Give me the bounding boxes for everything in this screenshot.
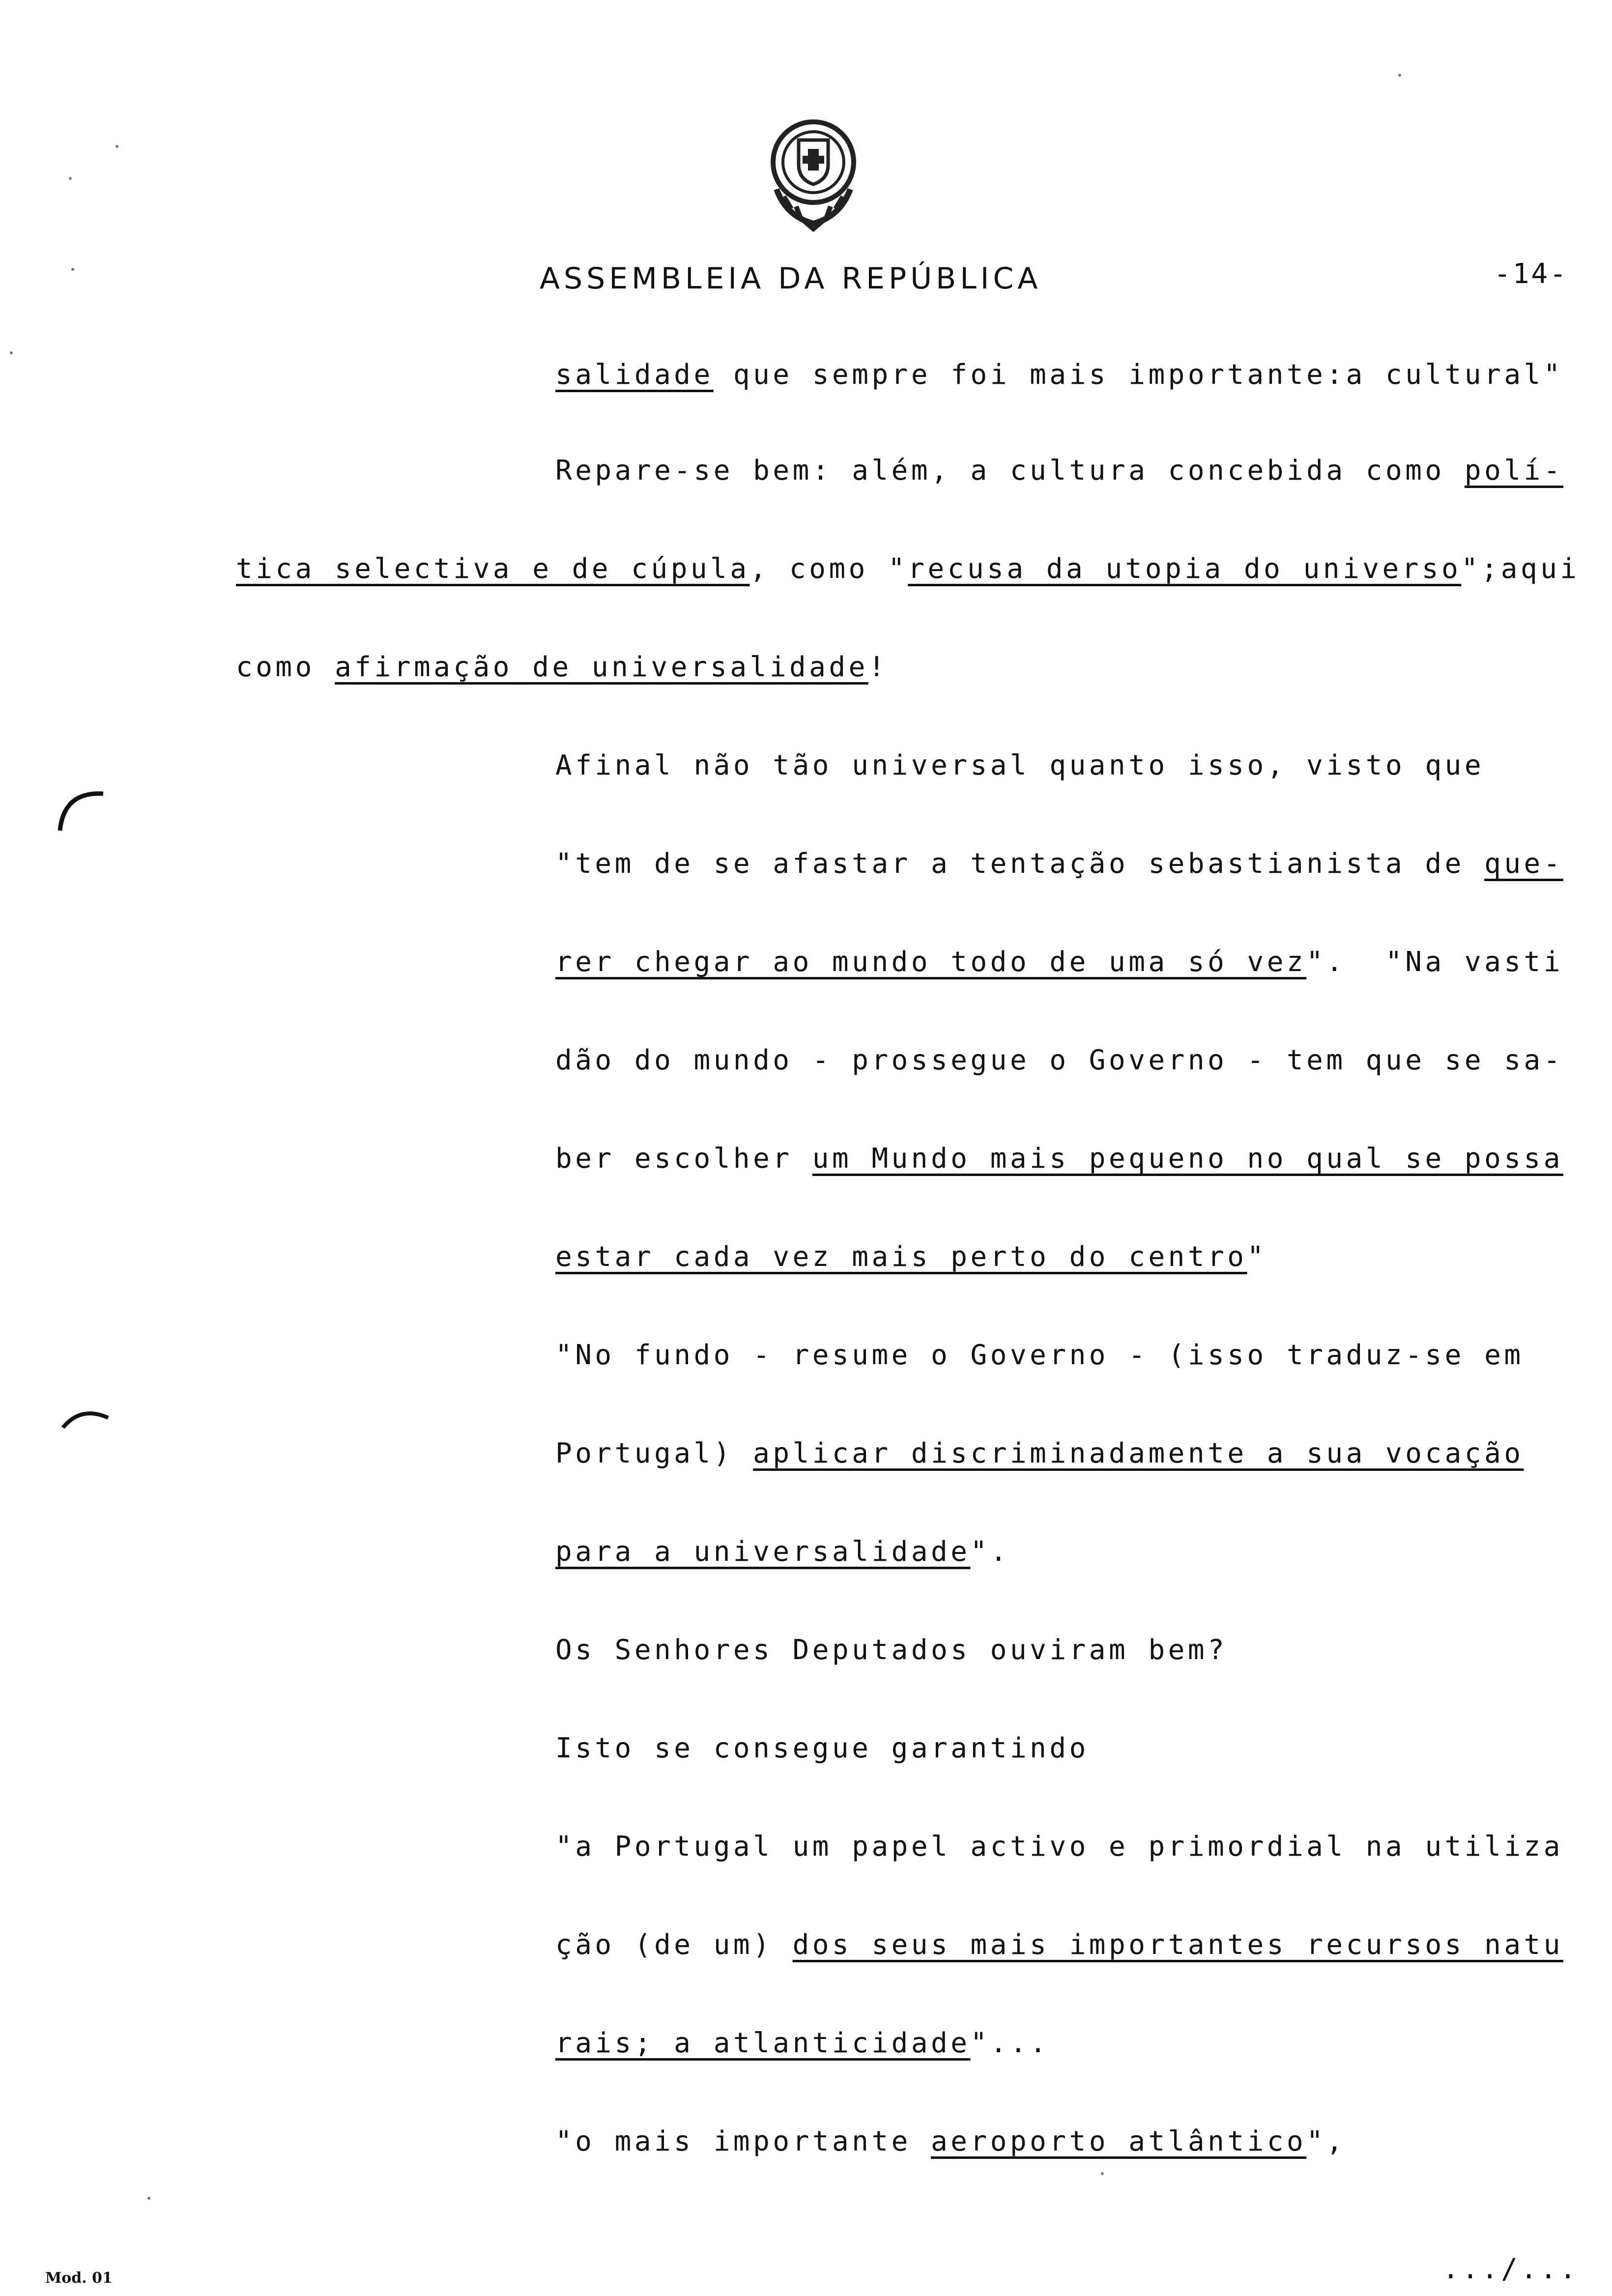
underlined-phrase: polí- — [1464, 455, 1563, 487]
text-segment: Portugal) — [555, 1437, 753, 1469]
coat-of-arms-emblem — [757, 111, 870, 233]
text-segment: "No fundo - resume o Governo - (isso traduz-se em — [555, 1339, 1524, 1371]
text-segment: ". — [970, 1536, 1010, 1568]
text-segment: ! — [868, 651, 889, 683]
page-number: -14- — [1494, 258, 1568, 290]
text-segment: ". "Na vasti — [1306, 946, 1563, 978]
text-segment: "tem de se afastar a tentação sebastianista de — [555, 848, 1485, 880]
text-segment: Repare-se bem: além, a cultura concebida como — [555, 455, 1465, 487]
text-segment: Isto se consegue garantindo — [555, 1732, 1089, 1764]
text-segment: ";aqui — [1461, 553, 1580, 585]
scan-speck — [71, 268, 74, 271]
margin-mark — [54, 781, 108, 835]
underlined-phrase: afirmação de universalidade — [335, 651, 868, 683]
scan-speck — [10, 351, 13, 354]
text-line — [236, 553, 1580, 585]
scan-speck — [1398, 74, 1401, 77]
text-line — [555, 1437, 1524, 1469]
text-segment: que sempre foi mais importante:a cultural" — [713, 359, 1563, 391]
text-line — [555, 848, 1563, 880]
margin-mark — [59, 1401, 113, 1435]
text-segment: ", — [1306, 2125, 1346, 2157]
underlined-phrase: rer chegar ao mundo todo de uma só vez — [555, 946, 1307, 978]
text-segment: dão do mundo - prossegue o Governo - tem que se sa- — [555, 1044, 1563, 1076]
underlined-phrase: dos seus mais importantes recursos natu — [792, 1929, 1563, 1961]
form-code: Mod. 01 — [45, 2269, 113, 2287]
text-segment: "... — [970, 2027, 1050, 2059]
institution-header: ASSEMBLEIA DA REPÚBLICA — [540, 261, 1042, 296]
scan-speck — [147, 2197, 150, 2200]
underlined-phrase: tica selectiva e de cúpula — [236, 553, 750, 585]
text-line — [555, 1831, 1563, 1863]
text-line — [555, 1044, 1563, 1076]
text-line — [555, 1536, 1010, 1568]
text-segment: , como " — [749, 553, 908, 585]
scan-speck — [1101, 2172, 1104, 2175]
text-line — [555, 2125, 1346, 2157]
text-line — [555, 1929, 1563, 1961]
underlined-phrase: salidade — [555, 359, 714, 391]
text-line — [555, 1732, 1089, 1764]
text-line — [555, 359, 1563, 391]
scan-speck — [69, 177, 72, 180]
underlined-phrase: rais; a atlanticidade — [555, 2027, 971, 2059]
text-line — [555, 1143, 1563, 1175]
text-segment: ção (de um) — [555, 1929, 793, 1961]
continuation-marker: .../... — [1442, 2253, 1580, 2285]
underlined-phrase: recusa da utopia do universo — [908, 553, 1462, 585]
text-line — [555, 749, 1484, 781]
text-segment: ber escolher — [555, 1143, 812, 1175]
underlined-phrase: aplicar discriminadamente a sua vocação — [753, 1437, 1524, 1469]
scan-speck — [115, 145, 118, 148]
text-line — [555, 946, 1563, 978]
text-segment: como — [236, 651, 335, 683]
underlined-phrase: que- — [1484, 848, 1563, 880]
underlined-phrase: aeroporto atlântico — [931, 2125, 1307, 2157]
text-line — [555, 1634, 1227, 1666]
text-line — [555, 2027, 1049, 2059]
text-segment: Afinal não tão universal quanto isso, visto que — [555, 749, 1485, 781]
text-segment: Os Senhores Deputados ouviram bem? — [555, 1634, 1228, 1666]
text-segment: " — [1247, 1241, 1267, 1273]
text-line — [555, 455, 1563, 487]
text-line — [555, 1339, 1524, 1371]
underlined-phrase: estar cada vez mais perto do centro — [555, 1241, 1247, 1273]
text-segment: "a Portugal um papel activo e primordial na utiliza — [555, 1831, 1563, 1863]
text-line — [555, 1241, 1267, 1273]
underlined-phrase: para a universalidade — [555, 1536, 971, 1568]
underlined-phrase: um Mundo mais pequeno no qual se possa — [812, 1143, 1563, 1175]
text-segment: "o mais importante — [555, 2125, 931, 2157]
text-line — [236, 651, 888, 683]
